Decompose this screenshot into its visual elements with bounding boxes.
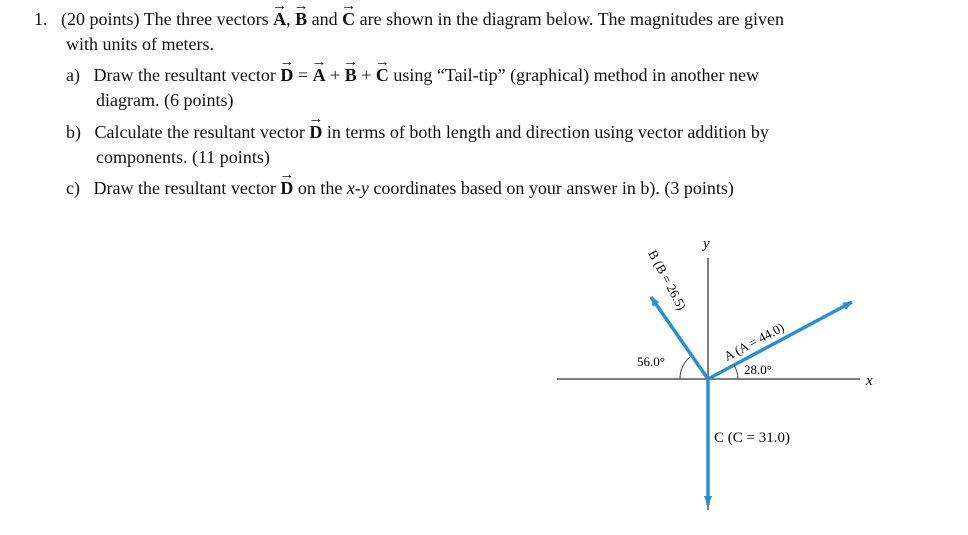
part-b-label: b) bbox=[66, 122, 81, 142]
vector-c-label: C (C = 31.0) bbox=[714, 430, 790, 446]
part-b-text-end: in terms of both length and direction using vector addition by bbox=[322, 122, 769, 142]
vector-d-symbol: → D bbox=[280, 177, 293, 199]
part-c-text: Draw the resultant vector bbox=[93, 178, 281, 198]
angle-a-label: 28.0° bbox=[744, 362, 772, 377]
and-text: and bbox=[307, 9, 343, 29]
angle-b-label: 56.0° bbox=[637, 354, 665, 369]
part-a-line2: diagram. (6 points) bbox=[96, 90, 234, 110]
problem-number: 1. bbox=[34, 9, 48, 29]
vector-a-label: A (A = 44.0) bbox=[721, 319, 787, 364]
vector-b-symbol: → B bbox=[295, 8, 307, 30]
equals-sign: = bbox=[293, 65, 313, 85]
angle-b-arc bbox=[680, 357, 690, 379]
vector-c-symbol: → C bbox=[342, 8, 355, 30]
problem-intro-text-end: are shown in the diagram below. The magnitudes are given bbox=[355, 9, 784, 29]
problem-intro-text: (20 points) The three vectors bbox=[61, 9, 274, 29]
part-b-text: Calculate the resultant vector bbox=[94, 122, 310, 142]
x-axis-label: x bbox=[866, 373, 873, 389]
plus-sign: + bbox=[325, 65, 345, 85]
part-a-text: Draw the resultant vector bbox=[93, 65, 281, 85]
part-a-label: a) bbox=[66, 65, 80, 85]
vector-a-symbol: → A bbox=[313, 64, 326, 86]
coordinate-label: x-y bbox=[346, 178, 369, 198]
vector-b-label: B (B = 26.5) bbox=[645, 247, 690, 313]
part-c-label: c) bbox=[66, 178, 80, 198]
vector-b-symbol: → B bbox=[345, 64, 357, 86]
comma-text: , bbox=[286, 9, 296, 29]
vector-a-arrow bbox=[708, 302, 852, 379]
vector-c-symbol: → C bbox=[376, 64, 389, 86]
vector-d-symbol: → D bbox=[309, 121, 322, 143]
vector-a-symbol: → A bbox=[273, 8, 286, 30]
y-axis-label: y bbox=[703, 236, 710, 252]
vector-d-symbol: → D bbox=[280, 64, 293, 86]
part-c-text-mid: on the bbox=[293, 178, 347, 198]
part-b-line2: components. (11 points) bbox=[96, 147, 270, 167]
problem-intro-line2: with units of meters. bbox=[66, 34, 214, 54]
part-a-text-end: using “Tail-tip” (graphical) method in another new bbox=[388, 65, 760, 85]
angle-a-arc bbox=[734, 365, 738, 379]
part-c-text-end: coordinates based on your answer in b). (3 points) bbox=[368, 178, 734, 198]
plus-sign: + bbox=[356, 65, 376, 85]
